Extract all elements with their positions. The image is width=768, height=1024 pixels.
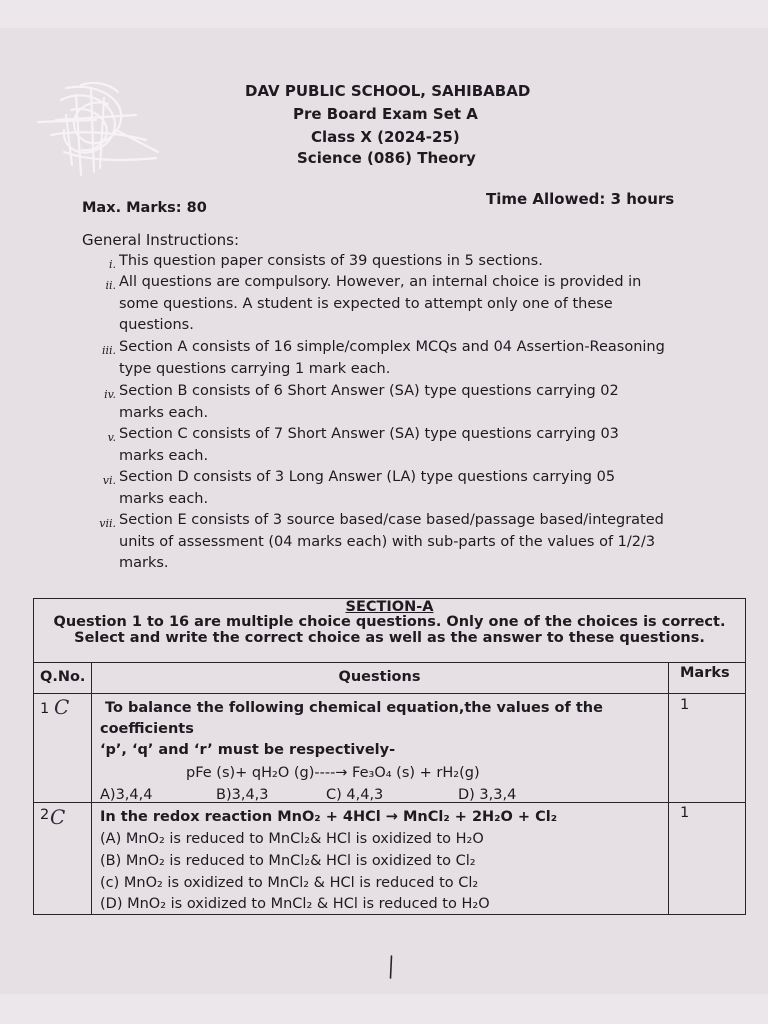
instruction-text: marks each.	[119, 404, 209, 421]
instruction-item	[90, 510, 700, 575]
question-text: In the redox reaction MnO₂ + 4HCl → MnCl₂ + 2H₂O + Cl₂	[100, 809, 558, 825]
question-number: 2	[40, 807, 50, 823]
exam-name: Pre Board Exam Set A	[293, 105, 478, 123]
table-rule	[34, 662, 745, 663]
instructions-title: General Instructions:	[82, 231, 240, 249]
option: (B) MnO₂ is reduced to MnCl₂& HCl is oxidized to Cl₂	[100, 853, 476, 869]
handwritten-answer: C	[54, 695, 70, 719]
instruction-item	[90, 251, 700, 273]
handwritten-answer: C	[50, 805, 66, 829]
instruction-text: questions.	[119, 317, 194, 333]
instruction-text: type questions carrying 1 mark each.	[119, 360, 391, 377]
option: D) 3,3,4	[458, 787, 517, 803]
option: (c) MnO₂ is oxidized to MnCl₂ & HCl is reduced to Cl₂	[100, 875, 479, 891]
header-questions: Questions	[338, 669, 421, 685]
max-marks: Max. Marks: 80	[82, 200, 207, 216]
section-description-line-1: Question 1 to 16 are multiple choice questions. Only one of the choices is correct.	[53, 614, 726, 630]
instruction-number: vi.	[102, 474, 116, 487]
instruction-number: i.	[108, 258, 116, 271]
table-col-rule	[91, 662, 92, 914]
instruction-text: Section A consists of 16 simple/complex MCQs and 04 Assertion-Reasoning	[119, 339, 665, 355]
option: B)3,4,3	[216, 787, 269, 803]
table-col-rule	[668, 662, 669, 914]
option: A)3,4,4	[100, 787, 153, 803]
section-description-line-2: Select and write the correct choice as well as the answer to these questions.	[74, 630, 705, 646]
instruction-number: vii.	[99, 517, 116, 530]
question-number: 1	[40, 701, 50, 717]
table-rule	[34, 693, 745, 694]
instruction-number: iii.	[101, 344, 116, 357]
ink-scribble	[36, 80, 166, 180]
header-qno: Q.No.	[40, 669, 86, 685]
instruction-number: ii.	[105, 279, 116, 292]
instruction-text: All questions are compulsory. However, an internal choice is provided in	[119, 274, 642, 290]
instruction-item	[90, 272, 700, 337]
instruction-item	[90, 424, 700, 467]
section-a-table	[33, 598, 746, 915]
instruction-item	[90, 467, 700, 510]
page-number-mark	[389, 955, 393, 979]
instruction-text: Section D consists of 3 Long Answer (LA) type questions carrying 05	[119, 469, 616, 485]
question-text: To balance the following chemical equation,the values of the	[105, 700, 603, 716]
school-name: DAV PUBLIC SCHOOL, SAHIBABAD	[245, 82, 531, 100]
instruction-item	[90, 337, 700, 380]
question-text: ‘p’, ‘q’ and ‘r’ must be respectively-	[100, 742, 396, 758]
header-marks: Marks	[680, 665, 730, 681]
class-name: Class X (2024-25)	[311, 128, 460, 146]
instruction-text: Section B consists of 6 Short Answer (SA) type questions carrying 02	[119, 383, 619, 399]
subject-name: Science (086) Theory	[297, 149, 476, 167]
question-marks: 1	[680, 805, 690, 821]
option: (D) MnO₂ is oxidized to MnCl₂ & HCl is reduced to H₂O	[100, 896, 490, 912]
question-marks: 1	[680, 697, 690, 713]
question-text: coefficients	[100, 721, 194, 737]
option: (A) MnO₂ is reduced to MnCl₂& HCl is oxidized to H₂O	[100, 831, 484, 847]
section-title: SECTION-A	[345, 599, 434, 615]
instruction-text: Section C consists of 7 Short Answer (SA) type questions carrying 03	[119, 426, 619, 442]
time-allowed: Time Allowed: 3 hours	[486, 190, 675, 208]
instruction-text: Section E consists of 3 source based/case based/passage based/integrated	[119, 512, 664, 528]
instruction-number: iv.	[104, 388, 116, 401]
chemical-equation: pFe (s)+ qH₂O (g)----→ Fe₃O₄ (s) + rH₂(g)	[186, 765, 480, 781]
instruction-text: This question paper consists of 39 questions in 5 sections.	[119, 253, 543, 269]
instruction-item	[90, 381, 700, 424]
instruction-text: units of assessment (04 marks each) with sub-parts of the values of 1/2/3	[119, 533, 656, 550]
instruction-text: some questions. A student is expected to attempt only one of these	[119, 295, 613, 312]
instruction-text: marks.	[119, 555, 169, 571]
instruction-text: marks each.	[119, 490, 209, 507]
instruction-text: marks each.	[119, 447, 209, 464]
option: C) 4,4,3	[326, 787, 384, 803]
instruction-number: v.	[107, 431, 116, 444]
